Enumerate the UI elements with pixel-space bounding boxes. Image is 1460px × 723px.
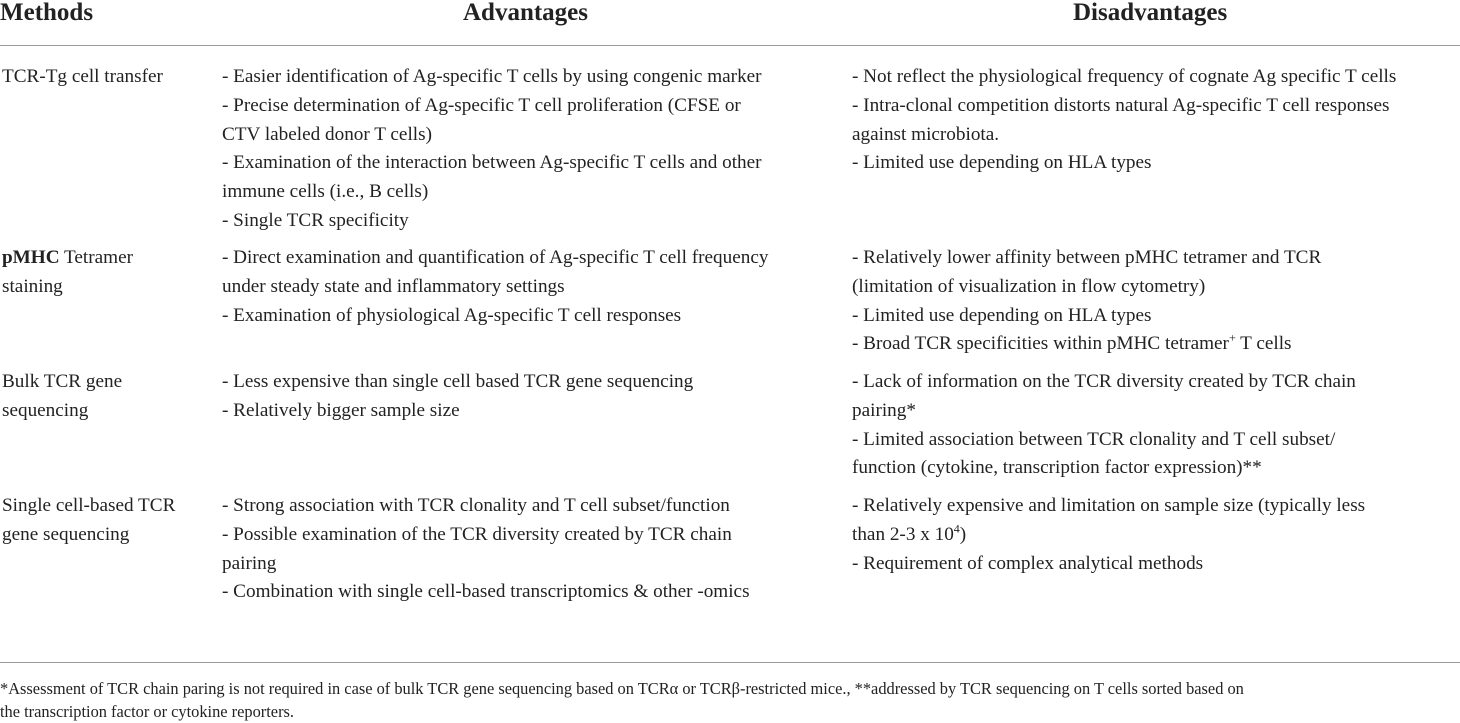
disadvantage-line: - Limited use depending on HLA types xyxy=(852,304,1152,326)
advantages-cell xyxy=(222,368,834,426)
disadvantage-line: - Intra-clonal competition distorts natural Ag-specific T cell responses xyxy=(852,94,1390,116)
disadvantage-text: ) xyxy=(959,523,967,545)
header-methods: Methods xyxy=(0,0,94,26)
method-name-bold: pMHC xyxy=(2,247,60,268)
advantage-line: - Direct examination and quantification of Ag-specific T cell frequency xyxy=(222,247,769,268)
disadvantage-line: (limitation of visualization in flow cytometry) xyxy=(852,275,1206,297)
disadvantage-line xyxy=(852,330,1458,359)
table-footnote xyxy=(0,677,1460,723)
disadvantage-line: pairing* xyxy=(852,399,916,421)
advantage-line: - Relatively bigger sample size xyxy=(222,399,460,421)
header-disadvantages: Disadvantages xyxy=(1073,0,1228,26)
advantage-line: pairing xyxy=(222,552,277,574)
method-name xyxy=(2,244,202,273)
advantages-cell xyxy=(222,244,834,330)
method-name-rest: Tetramer xyxy=(59,247,133,268)
disadvantage-line: - Limited association between TCR clonality and T cell subset/ xyxy=(852,428,1336,450)
superscript-plus: + xyxy=(1228,331,1236,345)
advantage-line: - Single TCR specificity xyxy=(222,209,409,231)
disadvantage-text: - Broad TCR specificities within pMHC tetramer xyxy=(852,333,1229,355)
advantage-line: under steady state and inflammatory settings xyxy=(222,275,565,297)
advantage-line: - Examination of physiological Ag-specific T cell responses xyxy=(222,304,682,326)
disadvantage-line: - Relatively expensive and limitation on sample size (typically less xyxy=(852,495,1366,516)
advantage-line: - Possible examination of the TCR diversity created by TCR chain xyxy=(222,523,732,545)
advantage-line: - Precise determination of Ag-specific T cell proliferation (CFSE or xyxy=(222,94,741,116)
disadvantages-cell xyxy=(852,63,1458,178)
footnote-line: the transcription factor or cytokine reporters. xyxy=(0,702,295,721)
method-cell xyxy=(2,368,202,426)
disadvantages-cell xyxy=(852,368,1458,483)
method-name: TCR-Tg cell transfer xyxy=(2,66,163,87)
method-name-line2: gene sequencing xyxy=(2,523,130,545)
superscript-exponent: 4 xyxy=(953,521,960,536)
advantage-line: - Easier identification of Ag-specific T cells by using congenic marker xyxy=(222,66,762,87)
disadvantage-line: against microbiota. xyxy=(852,123,1000,145)
method-name: Single cell-based TCR xyxy=(2,495,176,516)
footnote-line: *Assessment of TCR chain paring is not required in case of bulk TCR gene sequencing based on TCRα or TCRβ-restricted mice., **addressed by TCR sequencing on T cells sorted based on xyxy=(0,679,1244,698)
header-divider xyxy=(0,45,1460,46)
advantage-line: - Strong association with TCR clonality and T cell subset/function xyxy=(222,495,730,516)
header-advantages: Advantages xyxy=(463,0,589,26)
advantage-line: - Combination with single cell-based transcriptomics & other -omics xyxy=(222,581,750,603)
disadvantage-line: - Requirement of complex analytical methods xyxy=(852,552,1204,574)
advantage-line: CTV labeled donor T cells) xyxy=(222,123,432,145)
disadvantage-text: T cells xyxy=(1235,333,1292,355)
disadvantages-cell xyxy=(852,492,1458,578)
disadvantage-line xyxy=(852,521,1458,550)
advantages-cell xyxy=(222,63,834,236)
method-cell xyxy=(2,244,202,302)
disadvantage-line: - Relatively lower affinity between pMHC tetramer and TCR xyxy=(852,247,1322,268)
disadvantage-line: - Limited use depending on HLA types xyxy=(852,152,1152,174)
method-name-line2: staining xyxy=(2,275,63,297)
disadvantage-line: - Lack of information on the TCR diversity created by TCR chain xyxy=(852,371,1356,392)
advantage-line: - Less expensive than single cell based TCR gene sequencing xyxy=(222,371,694,392)
method-cell xyxy=(2,63,202,92)
disadvantage-line: - Not reflect the physiological frequency of cognate Ag specific T cells xyxy=(852,66,1397,87)
method-name-line2: sequencing xyxy=(2,399,89,421)
method-cell xyxy=(2,492,202,550)
disadvantages-cell xyxy=(852,244,1458,359)
advantage-line: - Examination of the interaction between Ag-specific T cells and other xyxy=(222,152,762,174)
advantage-line: immune cells (i.e., B cells) xyxy=(222,181,429,203)
disadvantage-line: function (cytokine, transcription factor expression)** xyxy=(852,457,1262,479)
advantages-cell xyxy=(222,492,834,607)
disadvantage-text: than 2-3 x 10 xyxy=(852,523,954,545)
footer-divider xyxy=(0,662,1460,663)
method-name: Bulk TCR gene xyxy=(2,371,123,392)
